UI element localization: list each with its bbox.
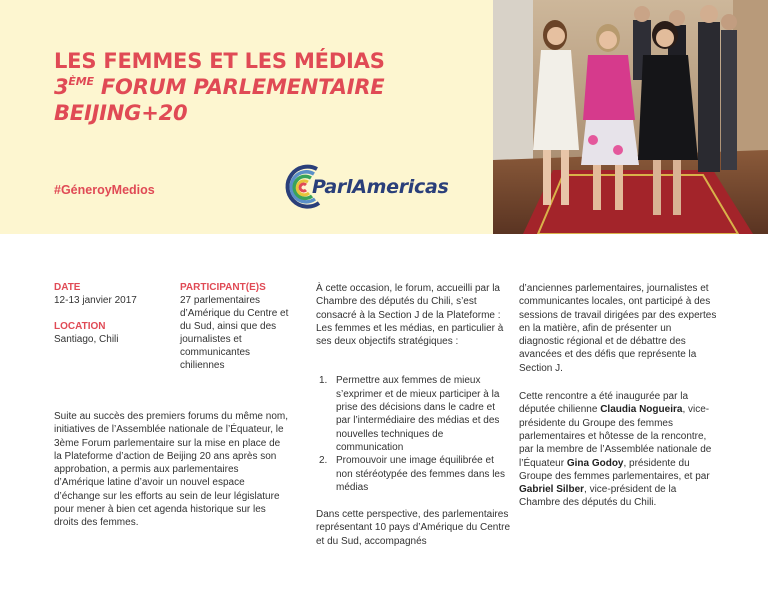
participants-value: 27 parlementaires d’Amérique du Centre et du Sud, ainsi que des journalistes et communicantes chiliennes <box>180 295 289 371</box>
date-value: 12-13 janvier 2017 <box>54 295 137 306</box>
date-block <box>54 282 174 307</box>
list-text: Permettre aux femmes de mieux s’exprimer et de mieux participer à la prise des décisions dans le cadre et par l’intermédiaire des médias et des nouvelles techniques de communication <box>336 375 500 453</box>
para2-text-b: , vice-présidente du Groupe des femmes parlementaires et hôtesse de la rencontre, par la membre de l’Assemblée nationale de l’Équateur <box>519 404 712 469</box>
title-line-3: BEIJING+20 <box>54 101 188 125</box>
col3-para1: d’anciennes parlementaires, journalistes et communicantes locales, ont participé à des sessions de travail dirigées par des expertes en la matière, afin de présenter un diagnostic régional et de débattre des avancées et des défis que représente la Section J. <box>519 283 717 374</box>
location-value: Santiago, Chili <box>54 334 119 345</box>
title-superscript: ÈME <box>68 75 94 88</box>
col3-para2 <box>519 390 719 510</box>
name-gabriel-silber: Gabriel Silber <box>519 484 585 496</box>
page-title <box>54 48 474 126</box>
date-label: DATE <box>54 282 81 293</box>
para2-text-c: , présidente du Groupe des femmes parlementaires, et par <box>519 457 710 482</box>
logo-wordmark: ParlAmericas <box>312 176 449 198</box>
title-line-1: LES FEMMES ET LES MÉDIAS <box>54 49 385 73</box>
title-line-2-text: FORUM PARLEMENTAIRE <box>93 75 385 99</box>
parlamericas-logo <box>277 163 457 211</box>
col2-intro: À cette occasion, le forum, accueilli par la Chambre des députés du Chili, s’est consacré à la Section J de la Plateforme : Les femmes et les médias, en particulier à ses deux objectifs stratégiques : <box>316 283 504 348</box>
name-gina-godoy: Gina Godoy <box>566 457 624 469</box>
title-number: 3 <box>54 75 69 99</box>
participants-label: PARTICIPANT(E)S <box>180 282 266 293</box>
list-number: 1. <box>319 375 328 387</box>
list-item <box>316 374 512 454</box>
list-number: 2. <box>319 455 328 467</box>
location-block <box>54 321 174 346</box>
participants-block <box>180 282 290 372</box>
col2-closing: Dans cette perspective, des parlementaires représentant 10 pays d’Amérique du Centre et du Sud, accompagnés <box>316 509 511 547</box>
event-photo <box>493 0 768 234</box>
list-text: Promouvoir une image équilibrée et non stéréotypée des femmes dans les médias <box>336 455 505 493</box>
location-label: LOCATION <box>54 321 106 332</box>
intro-paragraph: Suite au succès des premiers forums du même nom, initiatives de l’Assemblée nationale de l’Équateur, le 3ème Forum parlementaire sur la mise en place de la Plateforme d’action de Beijing 20 ans après son approbation, a permis aux parlementaires d’Amérique latine d’avoir un nouvel espace d’échange sur les efforts au sein de leur législature pour mener à bien cet agenda historique sur les droits des femmes. <box>54 411 288 529</box>
para2-text-d: , vice-président de la Chambre des députés du Chili. <box>519 484 677 509</box>
hashtag: #GéneroyMedios <box>54 183 155 197</box>
objectives-list <box>316 374 512 494</box>
column-2 <box>316 282 512 548</box>
column-3 <box>519 282 719 510</box>
name-claudia-nogueira: Claudia Nogueira <box>600 404 683 416</box>
title-line-2 <box>54 74 474 100</box>
para2-text-a: Cette rencontre a été inaugurée par la députée chilienne <box>519 391 688 416</box>
list-item <box>316 454 512 494</box>
